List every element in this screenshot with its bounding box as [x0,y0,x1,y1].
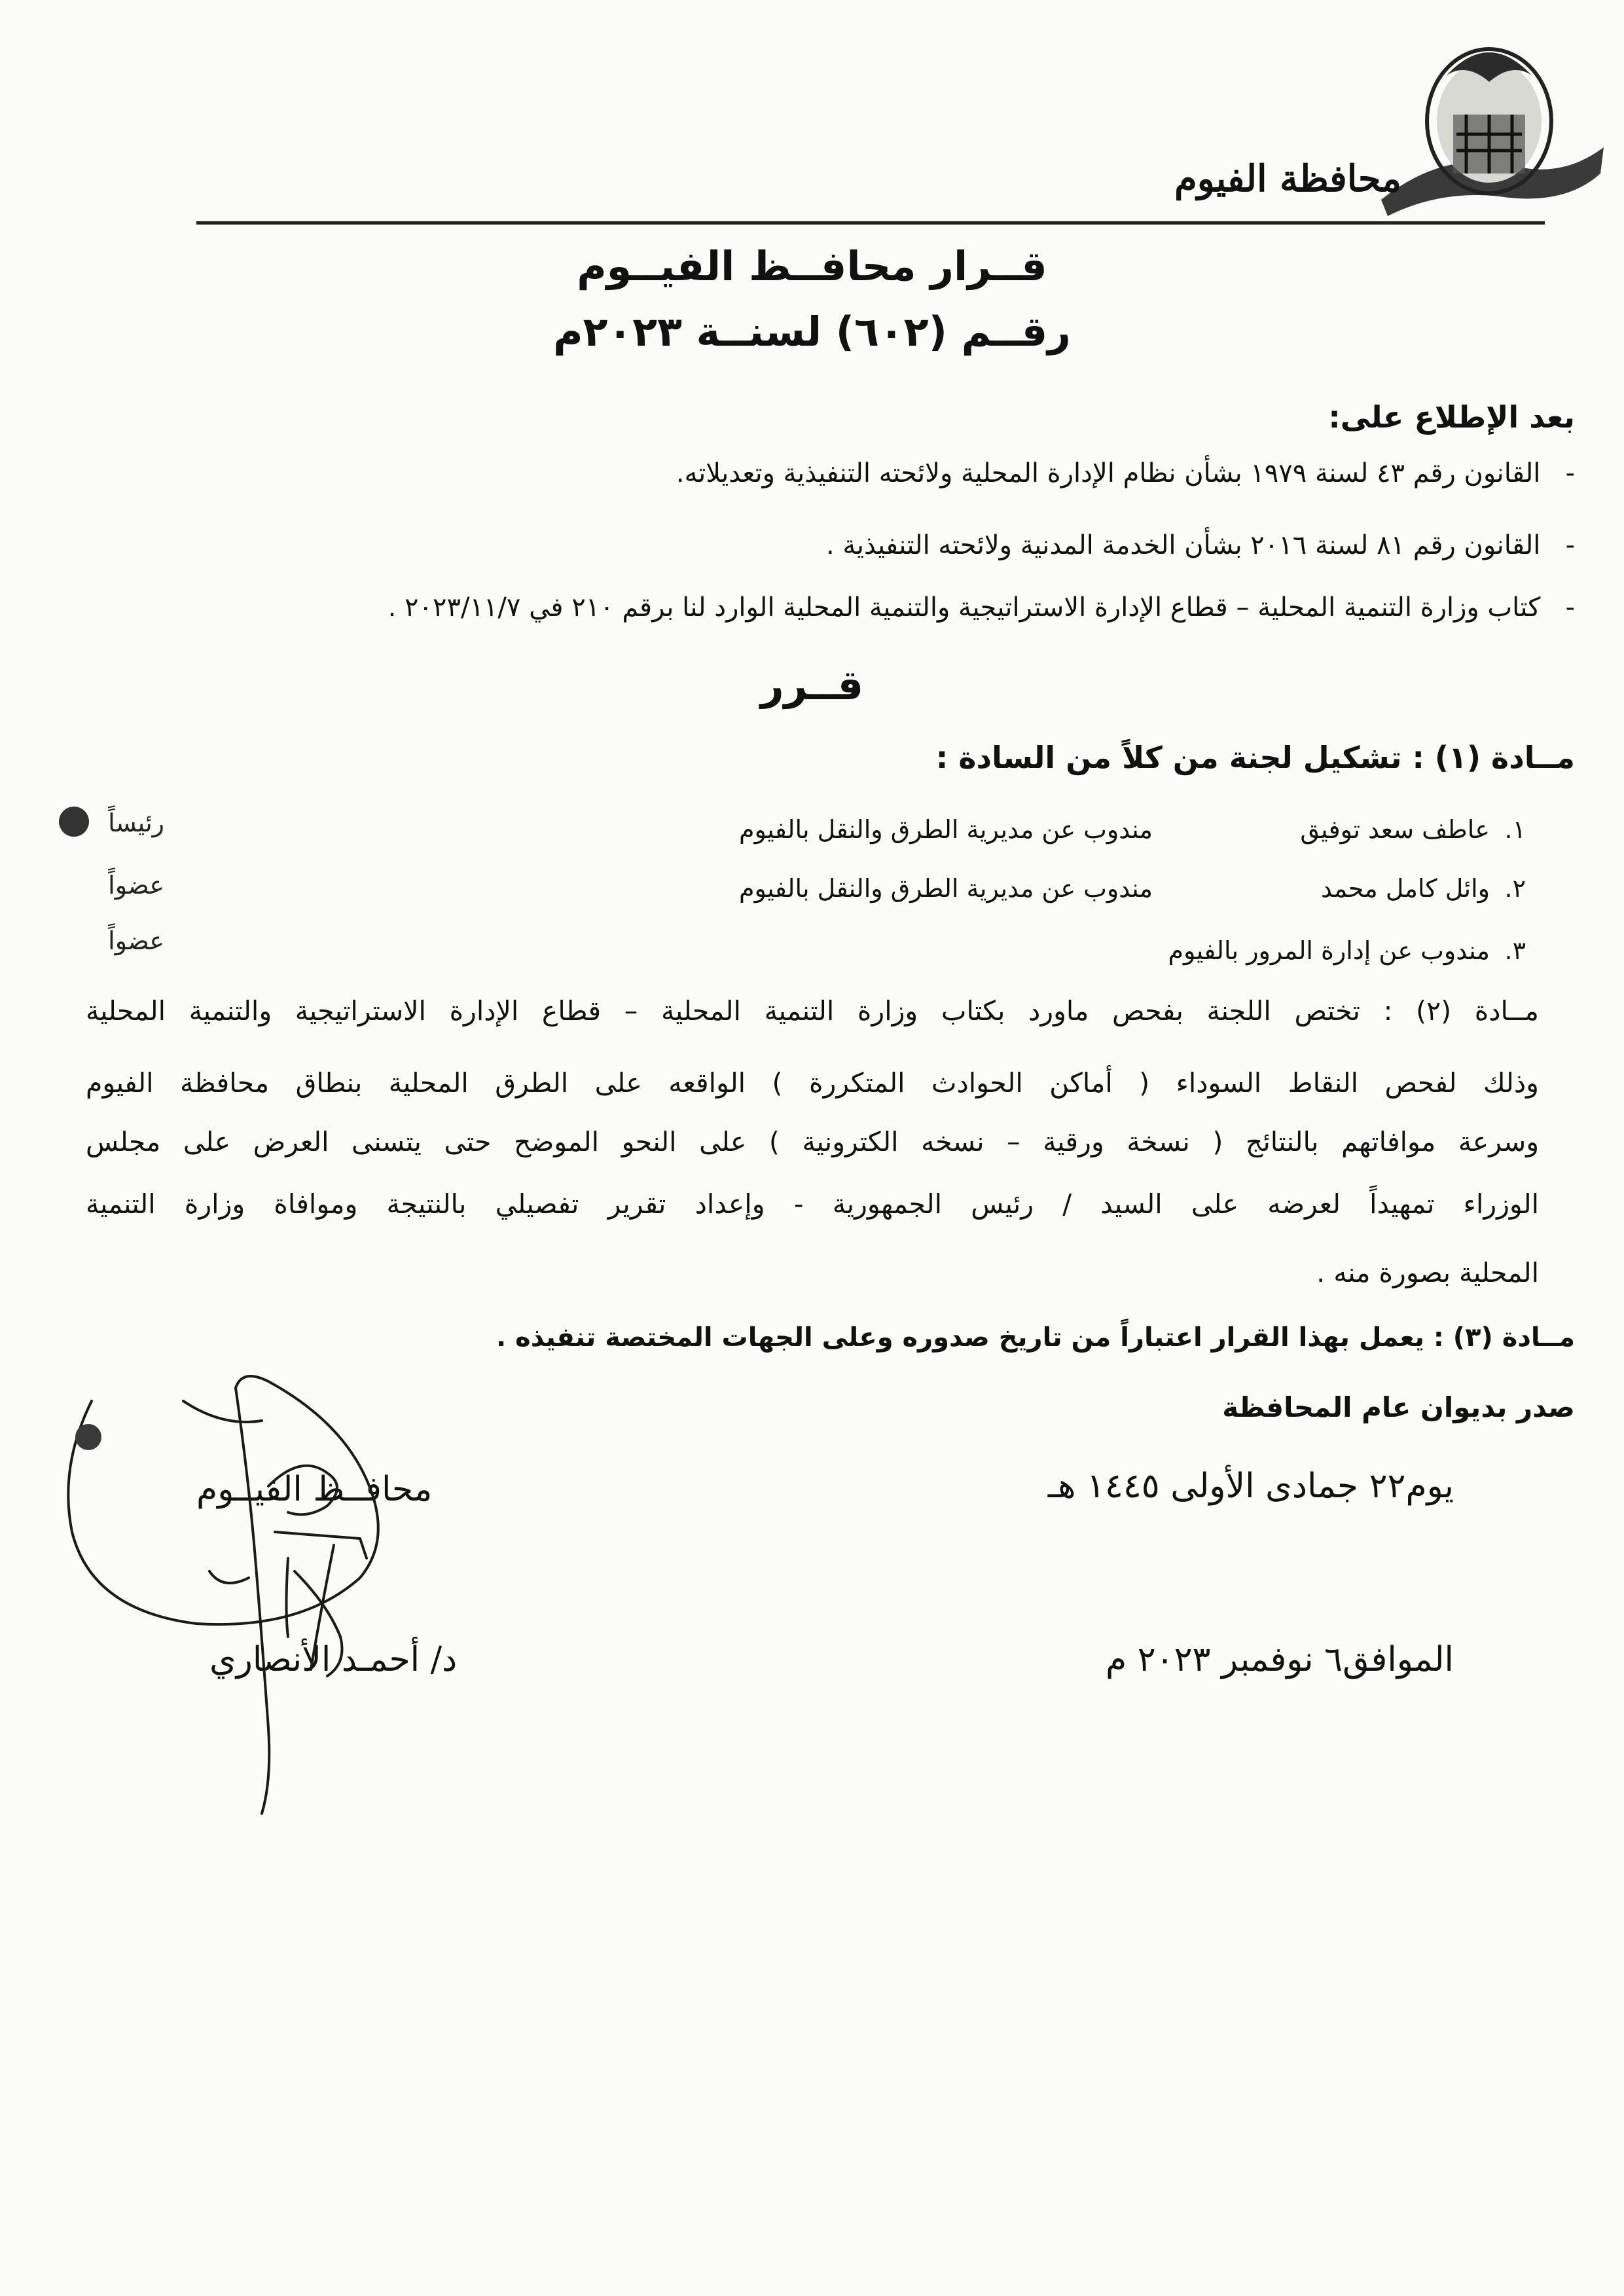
article2-line-5: المحلية بصورة منه . [1316,1257,1539,1288]
hijri-date: يوم٢٢ جمادى الأولى ١٤٤٥ هـ [1047,1467,1454,1506]
decree-number: رقــم (٦٠٢) لسنــة ٢٠٢٣م [553,308,1071,355]
issued-line: صدر بديوان عام المحافظة [1222,1391,1575,1423]
article2-line-3: وسرعة موافاتهم بالنتائج ( نسخة ورقية – نسخه الكترونية ) على النحو الموضح حتى يتسنى العرض على مجلس [86,1126,1539,1157]
signer-name: د/ أحمـد الأنصاري [209,1640,458,1679]
preamble-item-2: - القانون رقم ٨١ لسنة ٢٠١٦ بشأن الخدمة المدنية ولائحته التنفيذية . [825,530,1575,560]
member-2-number: ٢. [1504,874,1526,903]
member-3-role: عضواً [108,926,164,955]
member-1-number: ١. [1504,815,1526,844]
member-2-role: عضواً [108,871,164,900]
preamble-heading: بعد الإطلاع على: [1328,399,1575,435]
article3: مــادة (٣) : يعمل بهذا القرار اعتباراً من تاريخ صدوره وعلى الجهات المختصة تنفيذه . [496,1322,1575,1353]
member-1-desc: مندوب عن مديرية الطرق والنقل بالفيوم [739,815,1153,844]
governorate-seal-logo [1368,36,1610,219]
signer-title: محافــظ الفيــوم [196,1470,433,1509]
governorate-header: محافظة الفيوم [1174,157,1401,200]
member-1-role: رئيساً [108,809,164,837]
decision-heading: قــرر [760,661,864,709]
preamble-item-1: - القانون رقم ٤٣ لسنة ١٩٧٩ بشأن نظام الإدارة المحلية ولائحته التنفيذية وتعديلاته. [676,458,1575,488]
article2-line-1: مــادة (٢) : تختص اللجنة بفحص ماورد بكتاب وزارة التنمية المحلية – قطاع الإدارة الاستراتيجية والتنمية المحلية [86,995,1539,1027]
hole-punch-mark [59,807,89,837]
member-3-desc: مندوب عن إدارة المرور بالفيوم [1168,936,1490,965]
decree-title: قــرار محافــظ الفيــوم [577,242,1047,290]
article2-line-4: الوزراء تمهيداً لعرضه على السيد / رئيس الجمهورية - وإعداد تقرير تفصيلي بالنتيجة وموافاة وزارة التنمية [86,1188,1539,1220]
preamble-item-3: - كتاب وزارة التنمية المحلية – قطاع الإدارة الاستراتيجية والتنمية المحلية الوارد لنا برقم ٢١٠ في ٢٠٢٣/١١/٧ . [388,592,1575,623]
member-3-number: ٣. [1504,936,1526,965]
member-2-name: وائل كامل محمد [1320,874,1490,903]
article2-line-2: وذلك لفحص النقاط السوداء ( أماكن الحوادث المتكررة ) الواقعه على الطرق المحلية بنطاق محافظة الفيوم [86,1067,1539,1099]
gregorian-date: الموافق٦ نوفمبر ٢٠٢٣ م [1106,1640,1454,1679]
member-2-desc: مندوب عن مديرية الطرق والنقل بالفيوم [739,874,1153,903]
member-1-name: عاطف سعد توفيق [1300,815,1490,844]
article1-heading: مــادة (١) : تشكيل لجنة من كلاً من السادة : [935,740,1575,775]
header-divider [196,221,1545,225]
handwritten-signature [52,1362,524,1820]
